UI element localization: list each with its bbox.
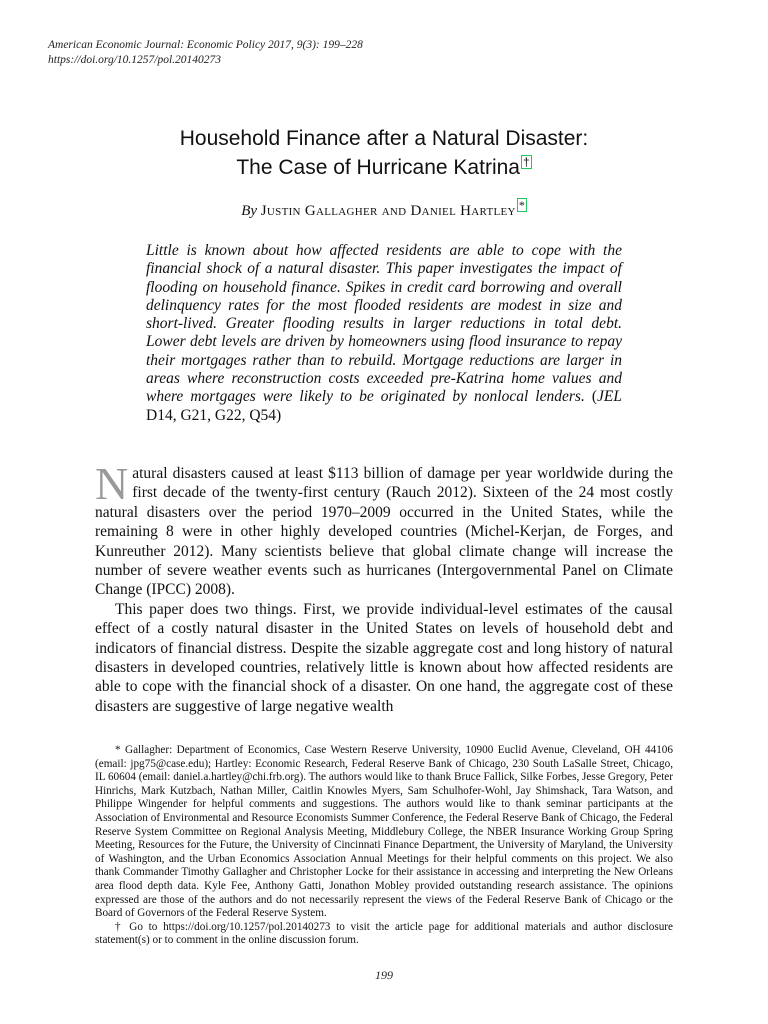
journal-header: [48, 38, 363, 68]
title-footnote-link[interactable]: †: [522, 155, 530, 169]
doi-link[interactable]: https://doi.org/10.1257/pol.20140273: [48, 54, 222, 66]
footnote-author-affiliations: * Gallagher: Department of Economics, Case Western Reserve University, 10900 Euclid Avenue, Cleveland, OH 44106 (email: jpg75@case.edu); Hartley: Economic Research, Federal Reserve Bank of Chicago, 230 South LaSalle Street, Chicago, IL 60604 (email: daniel.a.hartley@chi.frb.org). The authors would like to thank Bruce Fallick, Silke Forbes, Jesse Gregory, Peter Hinrichs, Mark Kutzbach, Nathan Miller, Caitlin Knowles Myers, Sam Schulhofer-Wohl, Jay Shimshack, Tara Watson, and Philippe Wingender for helpful comments and suggestions. The authors would like to thank seminar participants at the Association of Environmental and Resource Economists Summer Conference, the Federal Reserve Bank of Chicago, the Federal Reserve System Committee on Regional Analysis Meeting, Middlebury College, the NBER Insurance Working Group Spring Meeting, Resources for the Future, the University of Cincinnati Finance Department, the University of Maryland, the University of Washington, and the Urban Economics Association Annual Meetings for their helpful comments on this project. We also thank Commander Timothy Gallagher and Christopher Locke for their assistance in accessing and interpreting the New Orleans area flood depth data. Kyle Fee, Anthony Gatti, Jonathon Mobley provided outstanding research assistance. The opinions expressed are those of the authors and do not necessarily represent the views of the Federal Reserve Bank of Chicago or the Board of Governors of the Federal Reserve System.: [95, 744, 673, 920]
author-footnote-link[interactable]: *: [518, 198, 525, 212]
title-line-2: The Case of Hurricane Katrina: [236, 156, 520, 179]
body-text: [95, 458, 673, 716]
paper-title: [0, 124, 768, 182]
footnote-article-link: † Go to https://doi.org/10.1257/pol.20140273 to visit the article page for additional materials and author disclosure statement(s) or to comment in the online discussion forum.: [95, 920, 673, 947]
drop-cap: N: [95, 458, 129, 509]
paragraph-1-text: atural disasters caused at least $113 billion of damage per year worldwide during the first decade of the twenty-first century (Rauch 2012). Sixteen of the 24 most costly natural disasters over the period 1970–2009 occurred in the United States, while the remaining 8 were in other highly developed countries (Michel-Kerjan, de Forges, and Kunreuther 2012). Many scientists believe that global climate change will increase the number of severe weather events such as hurricanes (Intergovernmental Panel on Climate Change (IPCC) 2008).: [95, 465, 673, 599]
paragraph-1: [95, 458, 673, 600]
jel-label: JEL: [597, 388, 623, 406]
author-byline: [0, 198, 768, 220]
page-number: 199: [375, 968, 393, 982]
abstract-text: Little is known about how affected residents are able to cope with the financial shock of a natural disaster. This paper investigates the impact of flooding on household finance. Spikes in credit card borrowing and overall delinquency rates for the most flooded residents are modest in size and short-lived. Greater flooding results in larger reductions in total debt. Lower debt levels are driven by homeowners using flood insurance to repay their mortgages rather than to rebuild. Mortgage reductions are larger in areas where reconstruction costs exceeded pre-Katrina home values and where mortgages were likely to be originated by nonlocal lenders.: [146, 242, 622, 406]
title-line-1: Household Finance after a Natural Disaster:: [179, 127, 589, 150]
paragraph-2: This paper does two things. First, we provide individual-level estimates of the causal effect of a costly natural disaster in the United States on levels of household debt and indicators of financial distress. Despite the sizable aggregate cost and long history of natural disasters in developed countries, relatively little is known about how affected residents are able to cope with the financial shock of a disaster. On one hand, the aggregate cost of these disasters are suggestive of large negative wealth: [95, 600, 673, 715]
jel-code-list: D14, G21, G22, Q54): [146, 406, 282, 424]
author-names: Justin Gallagher and Daniel Hartley: [260, 203, 516, 219]
footnotes: [95, 744, 673, 948]
abstract: [146, 242, 622, 425]
byline-by: By: [241, 203, 258, 219]
jel-open: (: [591, 388, 598, 406]
journal-citation: American Economic Journal: Economic Policy 2017, 9(3): 199–228: [48, 39, 363, 51]
